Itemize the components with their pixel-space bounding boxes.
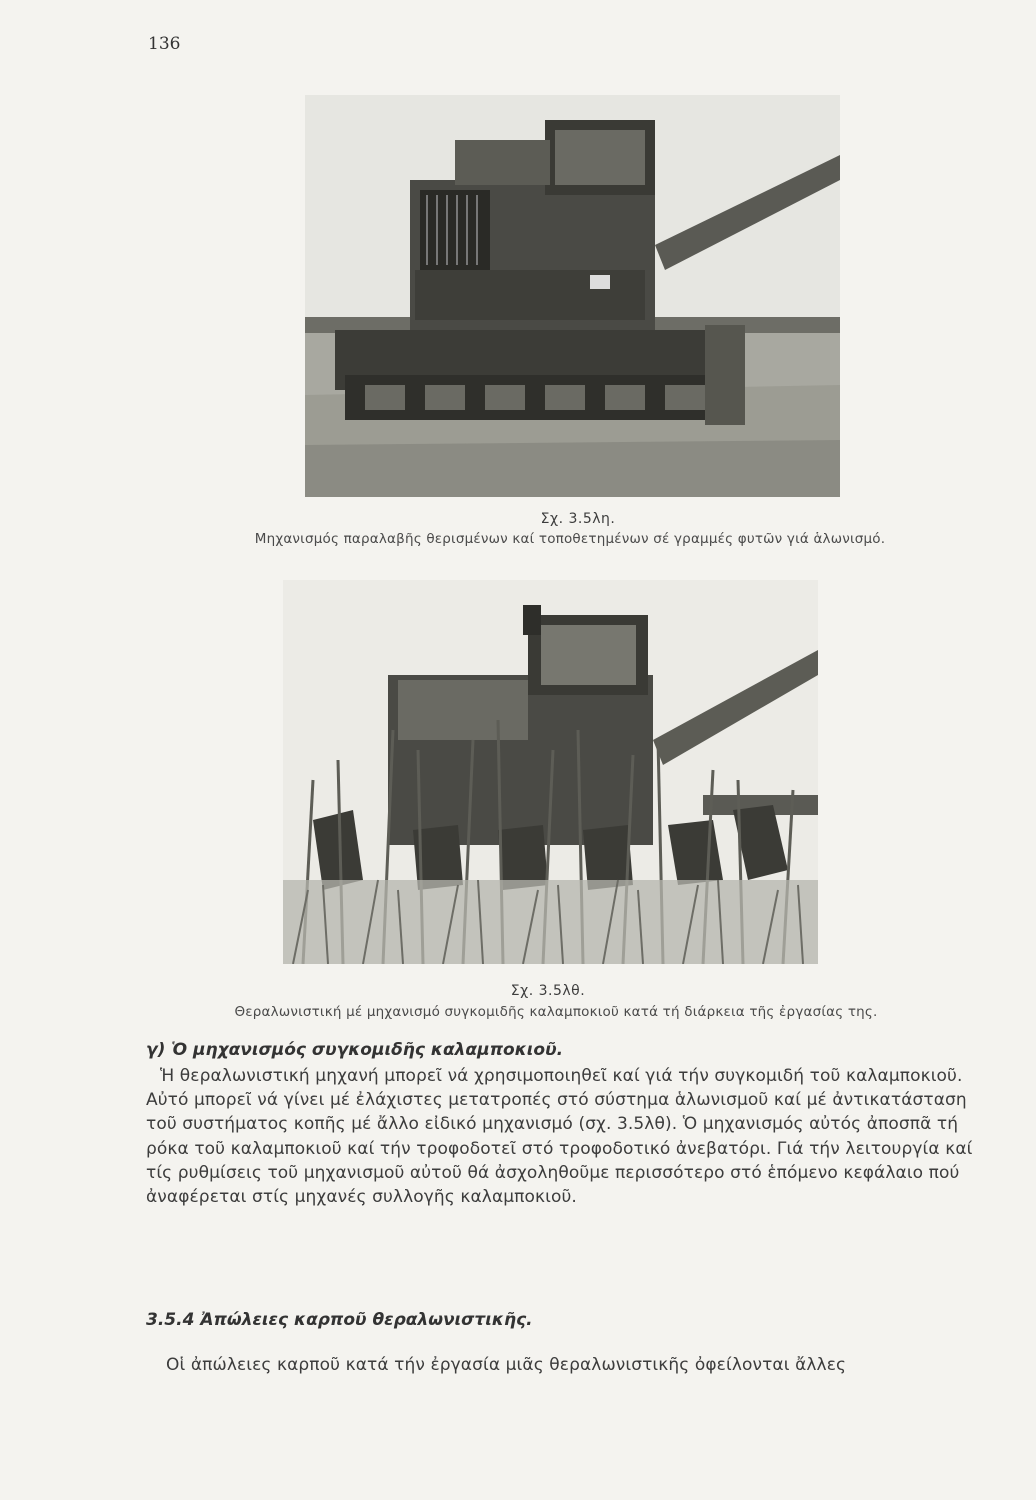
section-354-heading: 3.5.4 Ἀπώλειες καρποῦ θεραλωνιστικῆς. [146,1310,533,1330]
figure1-label: Σχ. 3.5λη. [540,511,616,527]
figure2-label: Σχ. 3.5λθ. [510,983,586,999]
figure-photo-pickup-combine [305,95,840,497]
section-g-heading: γ) Ὁ μηχανισμός συγκομιδῆς καλαμποκιοῦ. [146,1040,564,1060]
figure-photo-corn-harvester [283,580,818,964]
section-g-paragraph: Ἡ θεραλωνιστική μηχανή μπορεῖ νά χρησιμοποιηθεῖ καί γιά τήν συγκομιδή τοῦ καλαμποκιοῦ. Αὐτό μπορεῖ νά γίνει μέ ἐλάχιστες μετατροπές στό σύστημα ἁλωνισμοῦ καί μέ ἀντικατάσταση τοῦ συστήματος κοπῆς μέ ἄλλο εἰδικό μηχανισμό (σχ. 3.5λθ). Ὁ μηχανισμός αὐτός ἀποσπᾶ τή ρόκα τοῦ καλαμποκιοῦ καί τήν τροφοδοτεῖ στό τροφοδοτικό ἀνεβατόρι. Γιά τήν λειτουργία καί τίς ρυθμίσεις τοῦ μηχανισμοῦ αὐτοῦ θά ἀσχοληθοῦμε περισσότερο στό ἑπόμενο κεφάλαιο πού ἀναφέρεται στίς μηχανές συλλογῆς καλαμποκιοῦ. [146,1066,973,1208]
section-354-paragraph: Οἱ ἀπώλειες καρποῦ κατά τήν ἐργασία μιᾶς θεραλωνιστικῆς ὀφείλονται ἄλλες [166,1355,847,1375]
page-number: 136 [148,34,181,54]
figure2-caption: Θεραλωνιστική μέ μηχανισμό συγκομιδῆς καλαμποκιοῦ κατά τή διάρκεια τῆς ἐργασίας της. [234,1004,878,1020]
figure1-caption: Μηχανισμός παραλαβῆς θερισμένων καί τοποθετημένων σέ γραμμές φυτῶν γιά ἁλωνισμό. [254,531,886,547]
